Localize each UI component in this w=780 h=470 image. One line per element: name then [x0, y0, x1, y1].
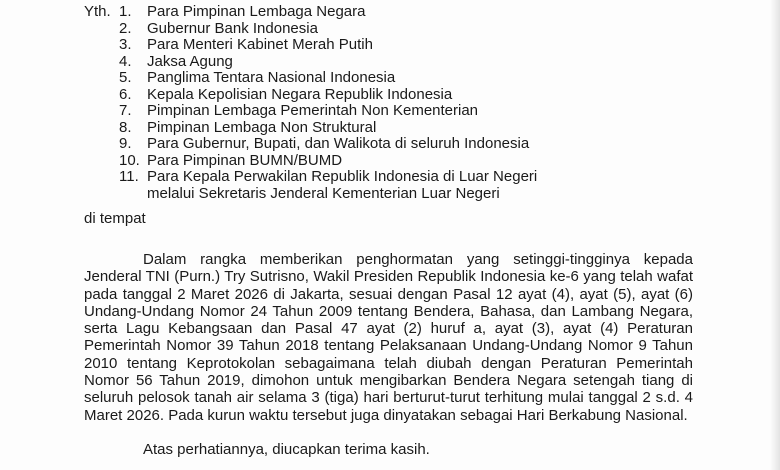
recipient-name: Jaksa Agung: [147, 52, 233, 70]
recipient-name: Panglima Tentara Nasional Indonesia: [147, 69, 396, 86]
recipient-item: [84, 136, 537, 153]
recipient-item: [84, 87, 537, 104]
recipient-number: 5.: [119, 69, 132, 86]
recipient-name-continuation: melalui Sekretaris Jenderal Kementerian Luar Negeri: [147, 184, 500, 202]
recipient-item: [84, 54, 537, 71]
recipient-name: Pimpinan Lembaga Pemerintah Non Kementerian: [147, 102, 479, 119]
recipient-name: Pimpinan Lembaga Non Struktural: [147, 118, 377, 136]
recipient-number: 4.: [119, 52, 132, 70]
recipient-name: Para Pimpinan Lembaga Negara: [147, 3, 366, 20]
recipient-item: [84, 4, 537, 21]
recipient-number: 10.: [119, 151, 140, 169]
place-line: di tempat: [84, 210, 146, 227]
body-paragraph: Dalam rangka memberikan penghormatan yang setinggi-tingginya kepada Jenderal TNI (Purn.) Try Sutrisno, Wakil Presiden Republik Indonesia ke-6 yang telah wafat pada tanggal 2 Maret 2026 di Jakarta, sesuai dengan Pasal 12 ayat (4), ayat (5), ayat (6) Undang-Undang Nomor 24 Tahun 2009 tentang Bendera, Bahasa, dan Lambang Negara, serta Lagu Kebangsaan dan Pasal 47 ayat (2) huruf a, ayat (3), ayat (4) Peraturan Pemerintah Nomor 39 Tahun 2018 tentang Pelaksanaan Undang-Undang Nomor 9 Tahun 2010 tentang Keprotokolan sebagaimana telah diubah dengan Peraturan Pemerintah Nomor 56 Tahun 2019, dimohon untuk mengibarkan Bendera Negara setengah tiang di seluruh pelosok tanah air selama 3 (tiga) hari berturut-turut terhitung mulai tanggal 2 s.d. 4 Maret 2026. Pada kurun waktu tersebut juga dinyatakan sebagai Hari Berkabung Nasional.: [84, 251, 693, 424]
recipient-number: 2.: [119, 19, 132, 37]
recipient-number: 11.: [119, 168, 139, 185]
recipient-item: [84, 103, 537, 120]
recipient-name: Para Menteri Kabinet Merah Putih: [147, 36, 373, 53]
recipient-number: 9.: [119, 135, 132, 152]
recipient-number: 7.: [119, 102, 132, 119]
recipient-name: Para Kepala Perwakilan Republik Indonesia di Luar Negeri: [147, 168, 538, 185]
recipient-name: Gubernur Bank Indonesia: [147, 19, 318, 37]
recipient-item: [84, 70, 537, 87]
recipient-name: Para Gubernur, Bupati, dan Walikota di seluruh Indonesia: [147, 135, 530, 152]
recipient-item: [84, 153, 537, 170]
recipient-number: 8.: [119, 118, 132, 136]
recipient-item: [84, 120, 537, 137]
recipient-name: Kepala Kepolisian Negara Republik Indonesia: [147, 85, 453, 103]
recipient-item: [84, 21, 537, 38]
recipient-number: 6.: [119, 85, 132, 103]
recipient-number: 1.: [119, 3, 132, 20]
salutation-prefix: Yth.: [84, 3, 111, 20]
recipient-item-continuation: [84, 186, 537, 203]
recipient-item: [84, 169, 537, 186]
recipient-number: 3.: [119, 36, 132, 53]
recipient-item: [84, 37, 537, 54]
recipient-name: Para Pimpinan BUMN/BUMD: [147, 151, 343, 169]
closing-line: Atas perhatiannya, diucapkan terima kasih.: [143, 441, 430, 458]
recipient-list: [84, 4, 537, 202]
